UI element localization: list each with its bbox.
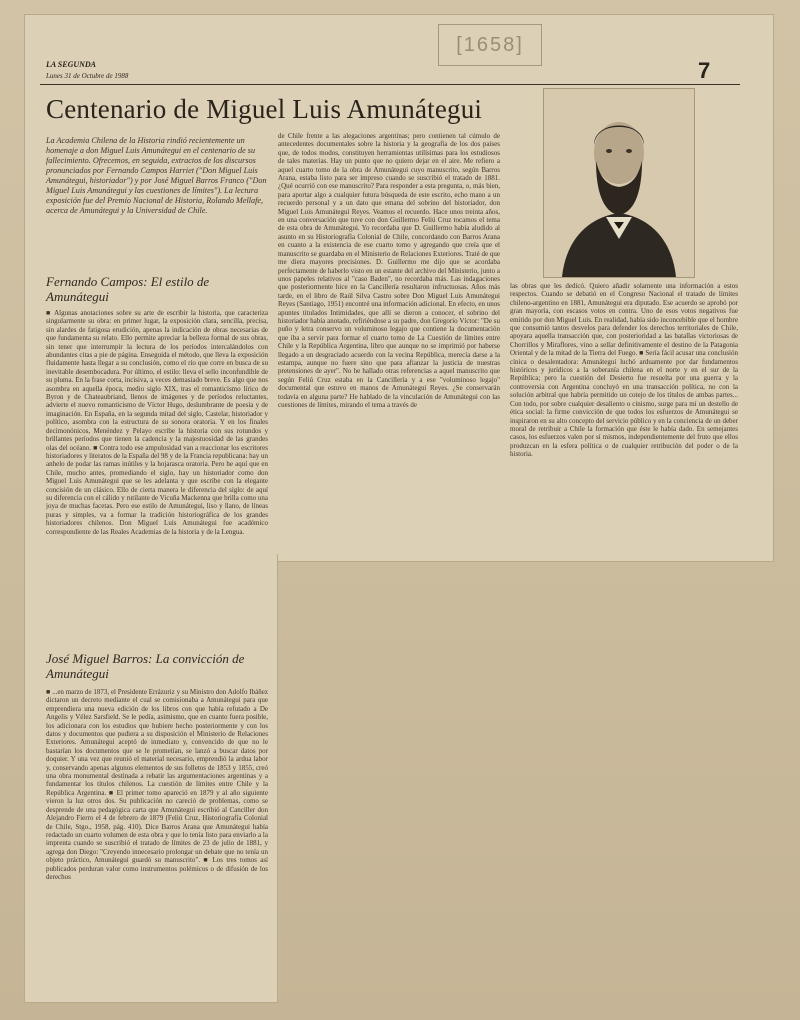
section2-title: José Miguel Barros: La convicción de Amunátegui (46, 651, 245, 681)
header-rule (40, 84, 740, 85)
page-number: 7 (698, 58, 711, 83)
newspaper-name: LA SEGUNDA (46, 60, 97, 69)
section1-body: ■ Algunas anotaciones sobre su arte de escribir la historia, que caracteriza singularmente su obra: en primer lugar, la exposición clara, sencilla, precisa, sin alardes de fatigosa erudición, apenas la indicación de obras necesarias de que fundamenta su relato. Ello permite apreciar la belleza formal de sus obras, sin tener que interrumpir la lectura de los períodos intercalándolos con abundantes citas a pie de página. Enseguida el método, que lleva la exposición fluidamente hasta llegar a su conclusión, como el río que corre en busca de su inevitable desembocadura. Por último, el estilo: lleva el sello inconfundible de su pluma. En la frase corta, incisiva, a veces demasiado breve. Es algo que nos asombra en aquella época, medio siglo XIX, tras el romanticismo lírico de Byron y de Chateaubriand, llenos de imágenes y de períodos reluctantes, advierte el nuevo romanticismo de Víctor Hugo, deslumbrante de poesía y de imaginación. En España, en la segunda mitad del siglo, Castelar, historiador y político, asombra con la estructura de su sonora oratoria. Y en los finales decimonónicos, Menéndez y Pelayo escribe la historia con sus rotundos y brillantes períodos que tienen la cadencia y la majestuosidad de las grandes olas del océano. ■ Contra todo ese ampulosidad van a reaccionar los escritores historiadores y literatos de la España del 98 y de la Francia republicana: hay un anhelo de podar las ramas inútiles y la hojarasca oratoria. Pero he aquí que en Chile, mucho antes, promediando el siglo, hay un historiador como don Miguel Luis Amunátegui que se les adelanta y que escribe con la elegante concisión de un clásico. Ello de cierta manera le diferencia del siglo: de aquí su diferencia con el cálido y rutilante de Vicuña Mackenna que brilla como una joya de muchas facetas. Pero ese estilo de Amunátegui, liso y llano, de líneas puras y simples, va a formar la tradición historiográfica de los grandes historiadores chilenos. Don Miguel Luis Amunátegui fue académico correspondiente de las Reales Academias de la historia y de la Lengua. (46, 309, 268, 536)
publication-date: Lunes 31 de Octubre de 1988 (46, 72, 129, 80)
column2-body: de Chile frente a las alegaciones argentinas; pero contienen tal cúmulo de antecedentes documentales sobre la historia y la geografía de los dos países que, de todos modos, constituyen herramientas utilísimas para los estudiosos de tales materias. Hay un punto que no quiero dejar en el aire. Me refiero a aquel cuarto tomo de la obra de Amunátegui cuyo manuscrito, según Barros Arana, estaba listo para ser impreso cuando se suscribió el tratado de 1881. ¿Qué ocurrió con ese manuscrito? Para responder a esta pregunta, o, más bien, para aportar algo a cualquier futura búsqueda de este escrito, echo mano a un recuerdo personal y a un dato que emana del sobrino del historiador, don Miguel Luis Amunátegui Reyes. Veamos el recuerdo. Hace unos treinta años, en una conversación que tuve con don Guillermo Feliú Cruz tocamos el tema de esta obra de Amunátegui. Yo recordaba que D. Guillermo había aludido al asunto en su Historiografía Colonial de Chile, concordando con Barros Arana en cuanto a la existencia de ese cuarto tomo y agregando que creía que el manuscrito se guardaba en el Ministerio de Relaciones Exteriores. Traté de que me diera mayores precisiones. D. Guillermo me dijo que se acordaba perfectamente de haberlo visto en un estante del archivo del Ministerio, junto a unos papeles relativos al "caso Baden", no recordaba más. Las indagaciones que posteriormente hice en la Cancillería resultaron infructuosas. Años más tarde, en el libro de Raúl Silva Castro sobre Don Miguel Luis Amunátegui Reyes (Santiago, 1951) encontré una información adicional. En efecto, en unos apuntes titulados Intimidades, que allí se dieron a conocer, el sobrino del historiador había anotado, refiriéndose a su padre, don Gregorio Víctor: "De su puño y letra conservo un voluminoso legajo que contiene la documentación que iba a servir para formar el cuarto tomo de La Cuestión de límites entre Chile y la República Argentina, libro que aunque no se imprimió por haberse llegado a un desgraciado acuerdo con la vecina República, merecía darse a la estampa, aunque no fuere sino que para afianzar la justicia de nuestras pretensiones de ayer". No he hallado otras referencias a aquel manuscrito que según Feliú Cruz estaba en la Cancillería y a ese "voluminoso legajo" documental que estuvo en manos de Amunátegui Reyes. ¿Se conservarán todavía en alguna parte? He hablado de la vinculación de Amunátegui con las cuestiones de límites, mirando el tema a través de (278, 132, 500, 409)
article-intro: La Academia Chilena de la Historia rindió recientemente un homenaje a don Miguel Luis Amunátegui en el centenario de su fallecimiento. Ofrecemos, en seguida, extractos de los discursos pronunciados por Fernando Campos Harriet ("Don Miguel Luis Amunátegui, historiador") y por José Miguel Barros Franco ("Don Miguel Luis Amunátegui y las cuestiones de límites"). La lectura exposición fue del Premio Nacional de Historia, Rolando Mellafe, acerca de Amunátegui y la Universidad de Chile. (46, 136, 267, 215)
column3-body: las obras que les dedicó. Quiero añadir solamente una información a estos respectos. Cuando se debatió en el Congreso Nacional el tratado de límites chileno-argentino en 1881, Amunátegui era diputado. Ese acuerdo se aprobó por gran mayoría, con escasos votos en contra. Uno de esos votos negativos fue emitido por don Miguel Luis. En realidad, había sido inconcebible que el hombre que consumió tantos desvelos para defender los derechos territoriales de Chile, apoyara aquella transacción que, con posterioridad a las batallas victoriosas de Chorrillos y Miraflores, vino a sellar definitivamente el destino de la Patagonia Oriental y de la mitad de la Tierra del Fuego. ■ Sería fácil acusar una conclusión cínica o desalentadora: Amunátegui luchó arduamente por dar fundamentos históricos y jurídicos a la soberanía chilena en el norte y en el sur de la República; pero la cuestión del Desierto fue resuelta por una guerra y la controversia con Argentina concluyó en una transacción política, no con la solución arbitral que habría permitido un cotejo de los títulos de ambas partes... Con todo, por sobre cualquier desaliento o cinismo, surge para mí un destello de ética social: la firme convicción de que todos los esfuerzos de Amunátegui se inspiraron en su alto concepto del servicio público y en la conciencia de un deber moral de retribuir a Chile la formación que éste le había dado. En semejantes casos, los esfuerzos valen por sí mismos, independientemente del fruto que ellos produzcan en la esfera política o de cualquier retribución del poder o de la historia. (510, 282, 738, 459)
section2-body: ■ ...en marzo de 1873, el Presidente Errázuriz y su Ministro don Adolfo Ibáñez dictaron un decreto mediante el cual se comisionaba a Amunátegui para que emprendiera una nueva edición de los libros con que había refutado a De Angelis y Vélez Sarsfield. Se le pedía, asimismo, que en cuanto fuera posible, los adicionara con los estudios que hubiere hecho posteriormente y con los datos y documentos que pudiera a su disposición el Ministerio de Relaciones Exteriores. Amunátegui aceptó de inmediato y, convencido de que no le bastarían los documentos que se le prometían, se lanzó a buscar datos por doquier. Y una vez que reunió el material necesario, emprendió la ardua labor y, conservando apenas algunos elementos de sus folletos de 1853 y 1855, creó una obra monumental destinada a rebatir las argumentaciones argentinas y a fundamentar los títulos chilenos. La cuestión de límites entre Chile y la República Argentina. ■ El primer tomo apareció en 1879 y al año siguiente vieron la luz otros dos. Su publicación no careció de problemas, como se desprende de una pedagógica carta que Amunátegui escribió al Canciller don Alejandro Fierro el 4 de febrero de 1879 (Feliú Cruz, Historiografía Colonial de Chile, Stgo., 1958, pág. 410). Dice Barros Arana que Amunátegui había redactado un cuarto volumen de esta obra y que lo tenía listo para enviarlo a la imprenta cuando se suscribió el tratado de límites de 23 de julio de 1881, y agrega don Diego: "Creyendo innecesario prolongar un debate que no tenía un objeto práctico, Amunátegui guardó su manuscrito". ■ Los tres tomos así publicados perduran valor como instrumentos polémicos o de difusión de los derechos (46, 688, 268, 881)
article-title: Centenario de Miguel Luis Amunátegui (46, 94, 483, 124)
section1-title: Fernando Campos: El estilo de Amunátegui (46, 274, 210, 304)
portrait-photo (543, 88, 695, 278)
portrait-icon (544, 89, 694, 277)
archive-stamp: [1658] (438, 24, 542, 66)
